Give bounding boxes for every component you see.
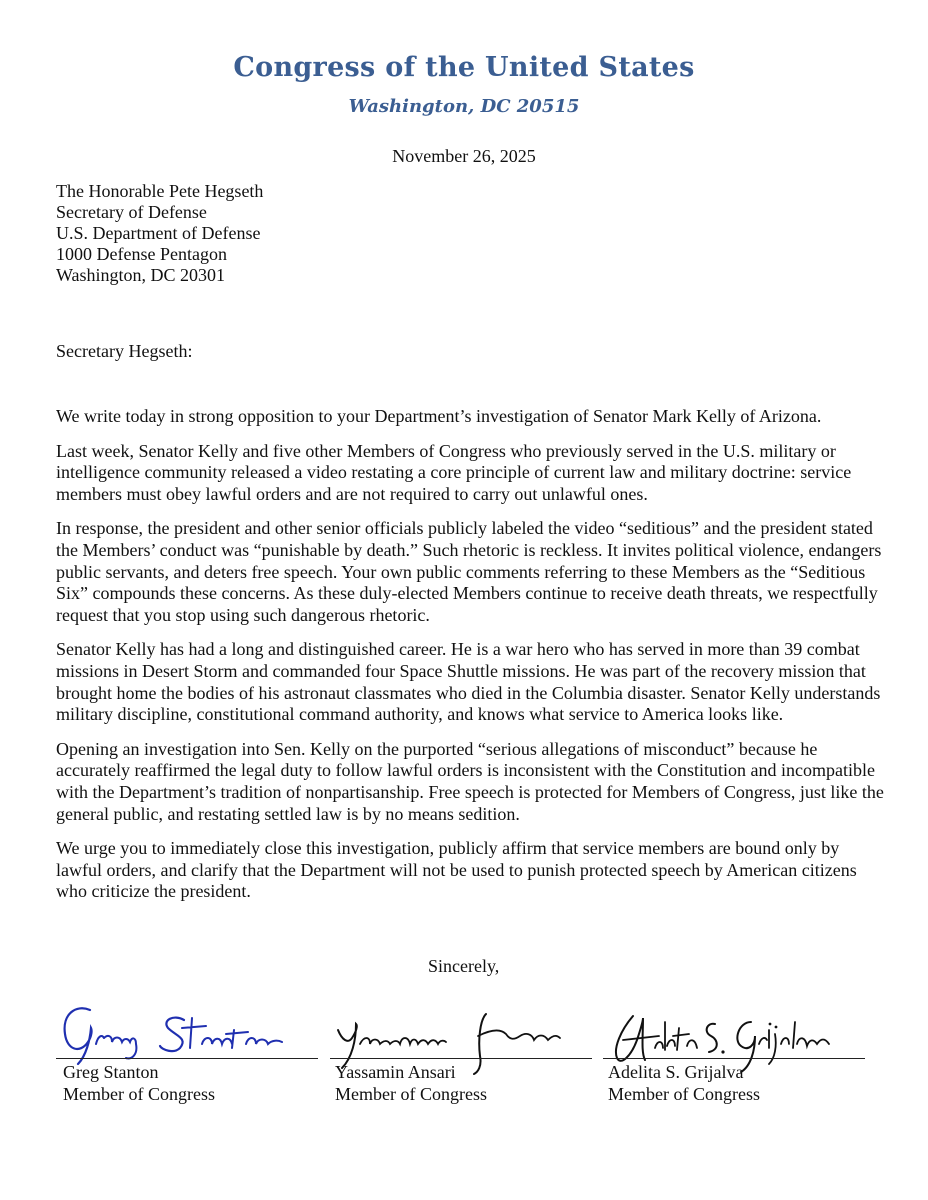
- letter-body: [56, 406, 886, 916]
- recipient-line: The Honorable Pete Hegseth: [56, 181, 264, 201]
- letter-date: November 26, 2025: [392, 146, 536, 166]
- salutation: Secretary Hegseth:: [56, 341, 193, 361]
- signer-info: [608, 1062, 760, 1105]
- signer-info: [335, 1062, 487, 1105]
- signature-line: [56, 1058, 318, 1059]
- body-paragraph: Senator Kelly has had a long and distinguished career. He is a war hero who has served in more than 39 combat missions in Desert Storm and commanded four Space Shuttle missions. He was part of the recovery mission that brought home the bodies of his astronaut classmates who died in the Columbia disaster. Senator Kelly understands military discipline, constitutional command authority, and knows what service to America looks like.: [56, 639, 881, 725]
- signer-name: Adelita S. Grijalva: [608, 1062, 744, 1082]
- signature-line: [330, 1058, 592, 1059]
- letterhead-title: Congress of the United States: [233, 52, 695, 83]
- signer-title: Member of Congress: [63, 1083, 215, 1104]
- recipient-line: U.S. Department of Defense: [56, 223, 261, 243]
- signer-title: Member of Congress: [608, 1083, 760, 1104]
- body-paragraph: In response, the president and other senior officials publicly labeled the video “seditious” and the president stated the Members’ conduct was “punishable by death.” Such rhetoric is reckless. It invites political violence, endangers public servants, and deters free speech. Your own public comments referring to these Members as the “Seditious Six” compounds these concerns. As these duly-elected Members continue to receive death threats, we respectfully request that you stop using such dangerous rhetoric.: [56, 518, 882, 625]
- signature-stanton: [56, 1000, 296, 1070]
- body-paragraph: Last week, Senator Kelly and five other Members of Congress who previously served in the U.S. military or intelligence community released a video restating a core principle of current law and military doctrine: service members must obey lawful orders and are not required to carry out unlawful ones.: [56, 440, 852, 504]
- body-paragraph: We urge you to immediately close this investigation, publicly affirm that service members are bound only by lawful orders, and clarify that the Department will not be used to punish protected speech by American citizens who criticize the president.: [56, 838, 857, 902]
- signer-name: Greg Stanton: [63, 1062, 159, 1082]
- signer-info: [63, 1062, 215, 1105]
- closing: Sincerely,: [428, 956, 500, 976]
- recipient-line: Washington, DC 20301: [56, 265, 226, 285]
- recipient-address: [56, 181, 263, 286]
- signer-name: Yassamin Ansari: [335, 1062, 456, 1082]
- signer-title: Member of Congress: [335, 1083, 487, 1104]
- letterhead-address: Washington, DC 20515: [348, 96, 580, 117]
- signature-line: [603, 1058, 865, 1059]
- recipient-line: Secretary of Defense: [56, 202, 207, 222]
- body-paragraph: Opening an investigation into Sen. Kelly on the purported “serious allegations of misconduct” because he accurately reaffirmed the legal duty to follow lawful orders is inconsistent with the Constitution and incompatible with the Department’s tradition of nonpartisanship. Free speech is protected for Members of Congress, just like the general public, and restating settled law is by no means sedition.: [56, 738, 884, 824]
- recipient-line: 1000 Defense Pentagon: [56, 244, 227, 264]
- body-paragraph: We write today in strong opposition to your Department’s investigation of Senator Mark Kelly of Arizona.: [56, 406, 822, 426]
